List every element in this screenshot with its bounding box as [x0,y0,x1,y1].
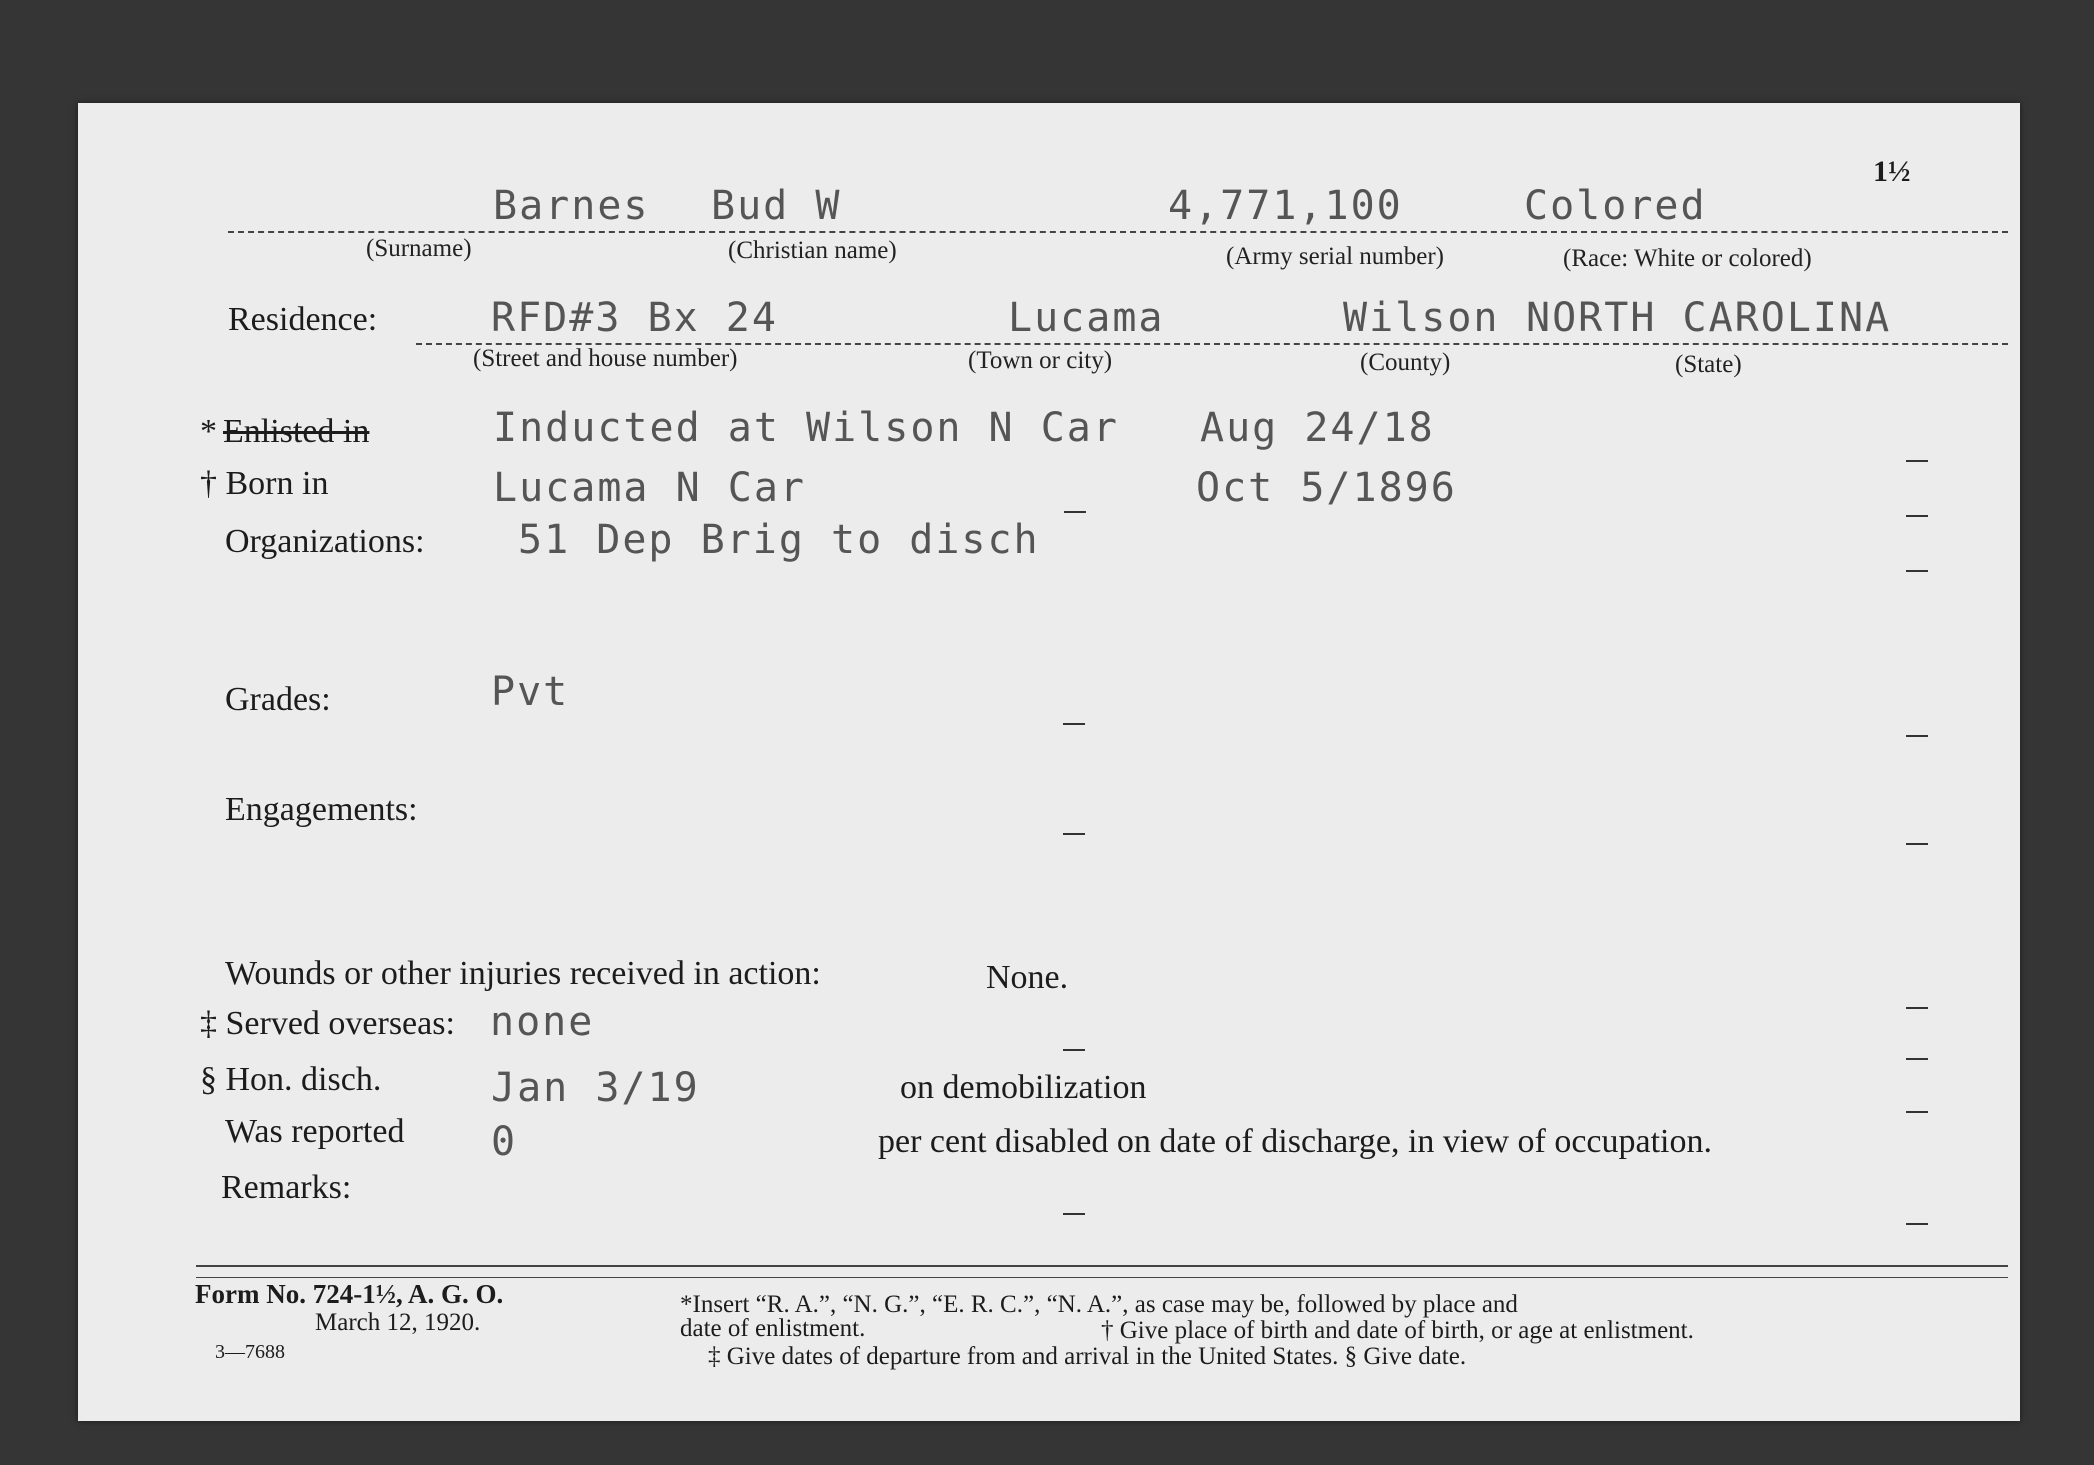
town-caption: (Town or city) [968,347,1113,374]
record-card [78,103,2020,1421]
enlisted-date: Aug 24/18 [1200,405,1435,451]
engagements-tick [1906,843,1928,845]
overseas-value: none [490,999,595,1045]
street-value: RFD#3 Bx 24 [491,295,778,341]
organizations-tick [1906,570,1928,572]
hon-disch-tick [1906,1111,1928,1113]
footnote-2a: date of enlistment. [680,1315,866,1342]
corner-mark: 1½ [1873,155,1911,188]
form-date: March 12, 1920. [315,1309,481,1336]
surname-caption: (Surname) [366,235,472,262]
overseas-tick [1906,1058,1928,1060]
county-caption: (County) [1360,349,1451,376]
race-caption: (Race: White or colored) [1563,245,1812,272]
serial-value: 4,771,100 [1168,183,1403,229]
hon-disch-label: § Hon. disch. [200,1061,382,1098]
footnote-2b: † Give place of birth and date of birth, or age at enlistment. [1101,1317,1694,1344]
grades-label: Grades: [225,681,331,718]
enlisted-tick [1906,460,1928,462]
born-date: Oct 5/1896 [1196,465,1457,511]
footnote-3: ‡ Give dates of departure from and arrival in the United States. § Give date. [708,1343,1467,1370]
reported-label: Was reported [225,1113,405,1150]
christian-name-caption: (Christian name) [728,237,897,264]
remarks-mid-tick [1063,1213,1085,1215]
wounds-tick [1906,1007,1928,1009]
christian-name-value: Bud W [711,183,842,229]
race-value: Colored [1524,183,1707,229]
overseas-label: ‡ Served overseas: [200,1005,455,1042]
footer-rule-1 [196,1265,2008,1267]
wounds-label: Wounds or other injuries received in action: [225,955,821,992]
overseas-mid-tick [1063,1049,1085,1051]
grades-tick [1906,735,1928,737]
born-value: Lucama N Car [493,465,806,511]
born-tick [1906,515,1928,517]
name-dash-line [228,231,2008,233]
state-caption: (State) [1675,351,1742,378]
born-mid-tick [1064,511,1086,513]
hon-disch-reason: on demobilization [900,1069,1147,1106]
engagements-mid-tick [1063,833,1085,835]
enlisted-mark: * [200,413,217,450]
enlisted-value: Inducted at Wilson N Car [493,405,1119,451]
reported-text: per cent disabled on date of discharge, in view of occupation. [878,1123,1712,1160]
wounds-value: None. [986,959,1069,996]
footer-rule-2 [196,1277,2008,1278]
grades-value: Pvt [491,669,570,715]
street-caption: (Street and house number) [473,345,738,372]
town-value: Lucama [1008,295,1165,341]
form-number: Form No. 724-1½, A. G. O. [195,1279,504,1309]
grades-mid-tick [1063,723,1085,725]
footnote-1: *Insert “R. A.”, “N. G.”, “E. R. C.”, “N. A.”, as case may be, followed by place and [680,1291,1518,1318]
remarks-label: Remarks: [221,1169,352,1206]
form-code: 3—7688 [215,1341,285,1363]
state-value: NORTH CAROLINA [1526,295,1892,341]
hon-disch-value: Jan 3/19 [491,1065,700,1111]
residence-label: Residence: [228,301,378,338]
remarks-tick [1906,1223,1928,1225]
engagements-label: Engagements: [225,791,418,828]
reported-value: 0 [491,1119,518,1165]
county-value: Wilson [1343,295,1500,341]
enlisted-label: Enlisted in [223,413,370,450]
surname-value: Barnes [493,183,650,229]
born-label: † Born in [200,465,329,502]
organizations-label: Organizations: [225,523,425,560]
serial-caption: (Army serial number) [1226,243,1444,270]
organizations-value: 51 Dep Brig to disch [518,517,1040,563]
